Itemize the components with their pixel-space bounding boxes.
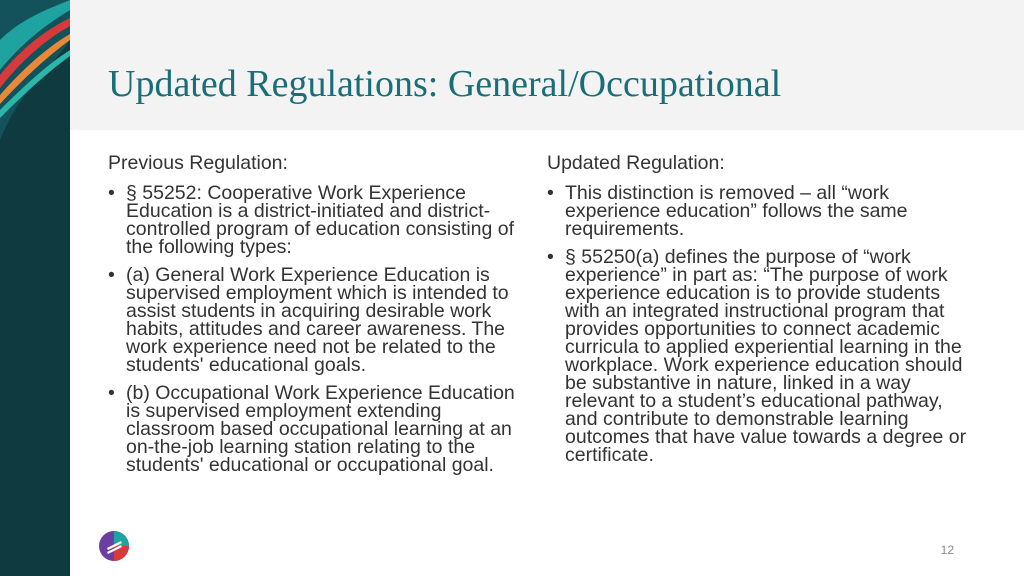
page-number: 12 xyxy=(940,543,954,557)
list-item: • This distinction is removed – all “work experience education” follows the same requirements. xyxy=(547,182,908,240)
previous-regulation-list xyxy=(108,184,518,474)
list-item: • § 55250(a) defines the purpose of “work experience” in part as: “The purpose of work experience education is to provide students with an integrated instructional program that provides opportunities to connect academic curricula to applied experiential learning in the workplace. Work experience education should be substantive in nature, linked in a way relevant to a student’s educational pathway, and contribute to demonstrable learning outcomes that have value towards a degree or certificate. xyxy=(547,246,967,466)
bullet-icon: • xyxy=(108,264,115,286)
organization-logo-icon xyxy=(98,530,130,562)
slide-title: Updated Regulations: General/Occupational xyxy=(108,63,782,105)
list-item: • § 55252: Cooperative Work Experience Education is a district-initiated and district-controlled program of education consisting of the following types: xyxy=(108,182,515,258)
bullet-icon: • xyxy=(547,246,554,268)
list-item: • (a) General Work Experience Education is supervised employment which is intended to assist students in acquiring desirable work habits, attitudes and career awareness. The work experience need not be related to the students' educational goals. xyxy=(108,264,509,376)
bullet-icon: • xyxy=(108,182,115,204)
decorative-swoosh-graphic xyxy=(0,0,70,576)
updated-regulation-list xyxy=(547,184,967,464)
previous-regulation-column xyxy=(108,152,518,484)
bullet-icon: • xyxy=(108,382,115,404)
updated-regulation-heading: Updated Regulation: xyxy=(547,152,725,174)
updated-regulation-column xyxy=(547,152,967,474)
bullet-icon: • xyxy=(547,182,554,204)
previous-regulation-heading: Previous Regulation: xyxy=(108,152,288,174)
list-item: • (b) Occupational Work Experience Education is supervised employment extending classroom based occupational learning at an on-the-job learning station relating to the students' educational or occupational goal. xyxy=(108,382,515,476)
decorative-side-band xyxy=(0,0,70,576)
